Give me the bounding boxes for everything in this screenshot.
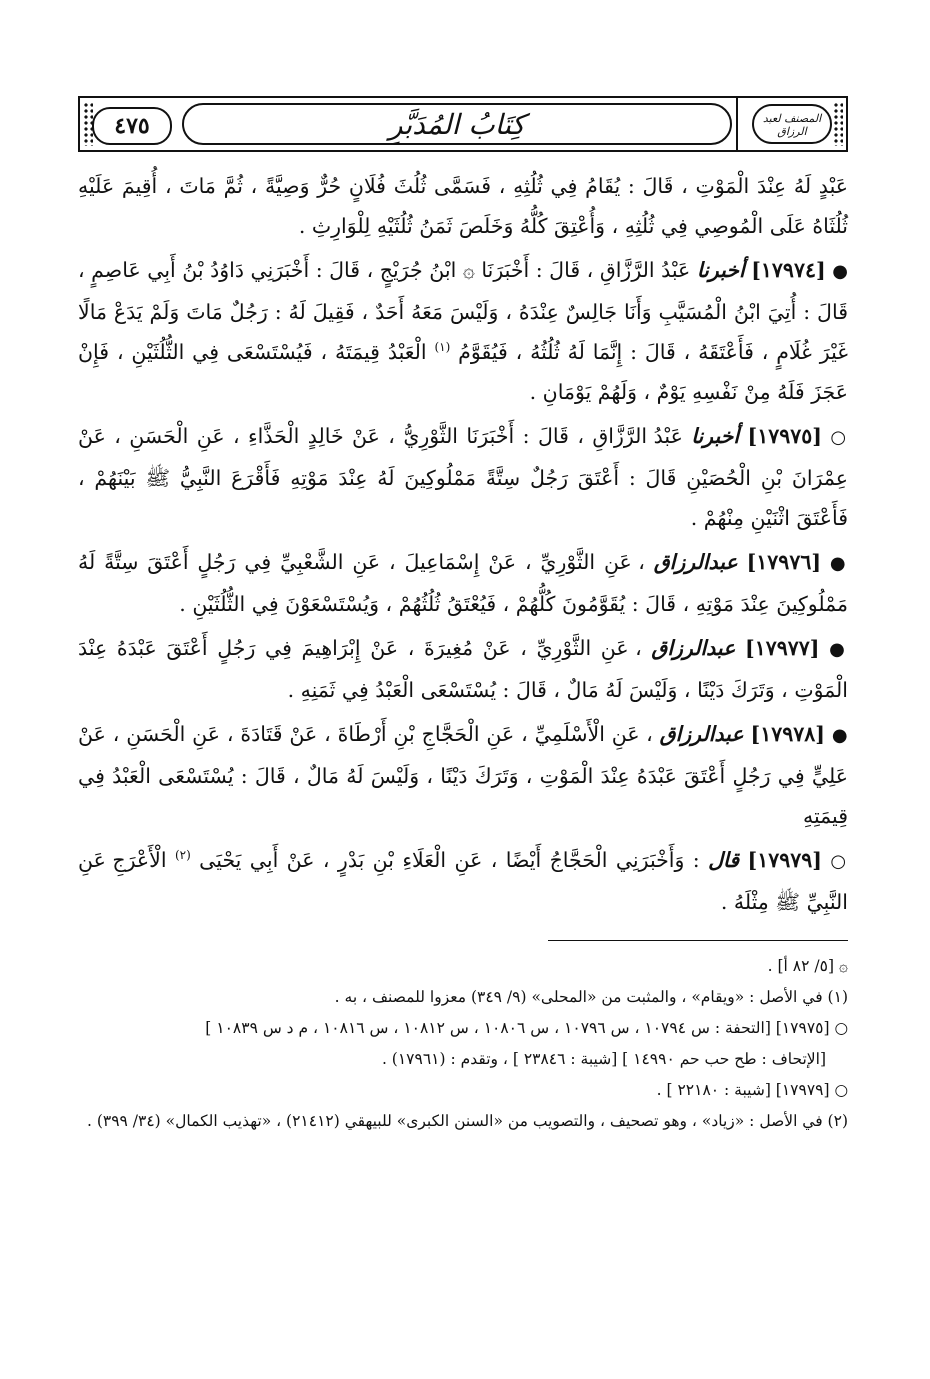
hadith-text: ، عَنِ الْأَسْلَمِيِّ ، عَنِ الْحَجَّاجِ بْنِ أَرْطَاةَ ، عَنْ قَتَادَةَ ، عَنِ الْحَسَنِ ، عَنْ عَلِيٍّ فِي رَجُلٍ أَعْتَقَ عَبْدَهُ عِنْدَ الْمَوْتِ ، وَتَرَكَ دَيْنًا ، وَلَيْسَ لَهُ مَالٌ ، قَالَ : يُسْتَسْعَى الْعَبْدُ فِي قِيمَتِهِ bbox=[78, 722, 848, 828]
footnote-ref: (٢) bbox=[174, 848, 191, 863]
hadith-paragraph bbox=[78, 542, 848, 624]
footnote-line: ○ [١٧٩٧٥] [التحفة : س ١٠٧٩٤ ، س ١٠٧٩٦ ، س ١٠٨٠٦ ، س ١٠٨١٢ ، س ١٠٨١٦ ، م د س ١٠٨٣٩ ] bbox=[205, 1019, 848, 1037]
hadith-marker: ● bbox=[829, 639, 848, 660]
hadith-text: ، عَنِ الثَّوْرِيِّ ، عَنْ مُغِيرَةَ ، عَنْ إِبْرَاهِيمَ فِي رَجُلٍ أَعْتَقَ عَبْدَهُ عِنْدَ الْمَوْتِ ، وَتَرَكَ دَيْنًا ، وَلَيْسَ لَهُ مَالٌ ، قَالَ : يُسْتَسْعَى الْعَبْدُ فِي ثَمَنِهِ . bbox=[78, 636, 848, 702]
hadith-paragraph bbox=[78, 250, 848, 412]
hadith-marker: ● bbox=[831, 725, 848, 746]
hadith-number: [١٧٩٧٤] bbox=[751, 258, 826, 282]
footnote-line: ۞ [٥/ ٨٢ أ] . bbox=[767, 957, 848, 975]
hadith-paragraph bbox=[78, 416, 848, 538]
hadith-paragraph bbox=[78, 628, 848, 710]
hadith-marker: ● bbox=[832, 261, 848, 282]
hadith-number: [١٧٩٧٧] bbox=[745, 636, 820, 660]
page-number: ٤٧٥ bbox=[92, 107, 172, 145]
hadith-marker: ○ bbox=[830, 851, 848, 872]
hadith-text: : وَأَخْبَرَنِي الْحَجَّاجُ أَيْضًا ، عَنِ الْعَلَاءِ بْنِ بَدْرٍ ، عَنْ أَبِي يَحْيَى bbox=[199, 848, 700, 872]
narration-lead: عبدالرزاق bbox=[659, 722, 744, 746]
book-logo: المصنف لعبد الرزاق bbox=[752, 104, 832, 144]
footnote-line: (٢) في الأصل : «زياد» ، وهو تصحيف ، والتصويب من «السنن الكبرى» للبيهقي (٢١٤١٢) ، «تهذيب الكمال» (٣٤/ ٣٩٩) . bbox=[86, 1112, 848, 1130]
footnote-ref: (١) bbox=[434, 340, 451, 355]
footnote-line: ○ [١٧٩٧٩] [شيبة : ٢٢١٨٠ ] . bbox=[656, 1081, 848, 1099]
hadith-number: [١٧٩٧٥] bbox=[747, 424, 822, 448]
logo-frame bbox=[736, 96, 848, 152]
title-frame bbox=[176, 96, 738, 152]
hadith-paragraph bbox=[78, 714, 848, 836]
hadith-number: [١٧٩٧٨] bbox=[750, 722, 825, 746]
hadith-text: عَبْدُ الرَّزَّاقِ ، قَالَ : أَخْبَرَنَا الثَّوْرِيُّ ، عَنْ خَالِدٍ الْحَذَّاءِ ، عَنِ الْحَسَنِ ، عَنْ عِمْرَانَ بْنِ الْحُصَيْنِ قَالَ : أَعْتَقَ رَجُلٌ سِتَّةً مَمْلُوكِينَ لَهُ عِنْدَ مَوْتِهِ فَأَقْرَعَ النَّبِيُّ ﷺ بَيْنَهُمْ ، فَأَعْتَقَ اثْنَيْنِ مِنْهُمْ . bbox=[78, 424, 848, 530]
narration-lead: قال bbox=[708, 848, 740, 872]
hadith-text: عَبْدٍ لَهُ عِنْدَ الْمَوْتِ ، قَالَ : يُقَامُ فِي ثُلُثِهِ ، فَسَمَّى ثُلُثَ فُلَانٍ حُرٌّ وَصِيَّةً ، ثُمَّ مَاتَ ، أُقِيمَ عَلَيْهِ ثُلُثَاهُ عَلَى الْمُوصِي فِي ثُلُثِهِ ، وَأُعْتِقَ كُلُّهُ وَخَلَصَ ثَمَنُ ثُلُثَيْهِ لِلْوَارِثِ . bbox=[78, 174, 848, 238]
hadith-marker: ● bbox=[829, 553, 848, 574]
hadith-number: [١٧٩٧٦] bbox=[746, 550, 822, 574]
main-text bbox=[78, 166, 848, 922]
narration-lead: عبدالرزاق bbox=[651, 636, 736, 660]
footnote-separator bbox=[548, 940, 848, 941]
ornament-right bbox=[833, 102, 843, 146]
narration-lead: أخبرنا bbox=[696, 258, 745, 282]
hadith-paragraph bbox=[78, 166, 848, 246]
hadith-marker: ○ bbox=[830, 427, 848, 448]
footnotes bbox=[78, 951, 848, 1136]
hadith-text-continued: الْأَعْرَجِ عَنِ النَّبِيِّ ﷺ مِثْلَهُ . bbox=[78, 848, 848, 914]
narration-lead: أخبرنا bbox=[691, 424, 740, 448]
page bbox=[78, 96, 848, 1137]
hadith-text: ، عَنِ الثَّوْرِيِّ ، عَنْ إِسْمَاعِيلَ ، عَنِ الشَّعْبِيِّ فِي رَجُلٍ أَعْتَقَ سِتَّةً لَهُ مَمْلُوكِينَ عِنْدَ مَوْتِهِ ، قَالَ : يُقَوَّمُونَ كُلُّهُمْ ، فَيُعْتَقُ ثُلُثُهُمْ ، وَيُسْتَسْعَوْنَ فِي الثُّلُثَيْنِ . bbox=[78, 550, 848, 616]
page-number-frame bbox=[78, 96, 178, 152]
hadith-text-continued: الْعَبْدُ قِيمَتَهُ ، فَيُسْتَسْعَى فِي الثُّلُثَيْنِ ، فَإِنْ عَجَزَ فَلَهُ مِنْ نَفْسِهِ يَوْمٌ ، وَلَهُمْ يَوْمَانِ . bbox=[78, 340, 848, 404]
footnote-line: [الإتحاف : طح حب حم ١٤٩٩٠ ] [شيبة : ٢٣٨٤٦ ] ، وتقدم : (١٧٩٦١) . bbox=[381, 1050, 826, 1068]
footnote-line: (١) في الأصل : «ويقام» ، والمثبت من «المحلى» (٩/ ٣٤٩) معزوا للمصنف ، به . bbox=[334, 988, 848, 1006]
hadith-paragraph bbox=[78, 840, 848, 922]
hadith-number: [١٧٩٧٩] bbox=[747, 848, 822, 872]
hadith-text: عَبْدُ الرَّزَّاقِ ، قَالَ : أَخْبَرَنَا ۞ ابْنُ جُرَيْجٍ ، قَالَ : أَخْبَرَنِي دَاوُدُ بْنُ أَبِي عَاصِمٍ ، قَالَ : أُتِيَ ابْنُ الْمُسَيَّبِ وَأَنَا جَالِسٌ عِنْدَهُ ، وَلَيْسَ مَعَهُ أَحَدٌ ، فَقِيلَ لَهُ : رَجُلٌ مَاتَ وَلَمْ يَدَعْ مَالًا غَيْرَ غُلَامٍ ، فَأَعْتَقَهُ ، قَالَ : إِنَّمَا لَهُ ثُلُثُهُ ، فَيُقَوَّمُ bbox=[78, 258, 848, 364]
chapter-title: كِتَابُ المُدَبَّرِ bbox=[388, 108, 525, 141]
page-header bbox=[78, 96, 848, 154]
narration-lead: عبدالرزاق bbox=[653, 550, 738, 574]
